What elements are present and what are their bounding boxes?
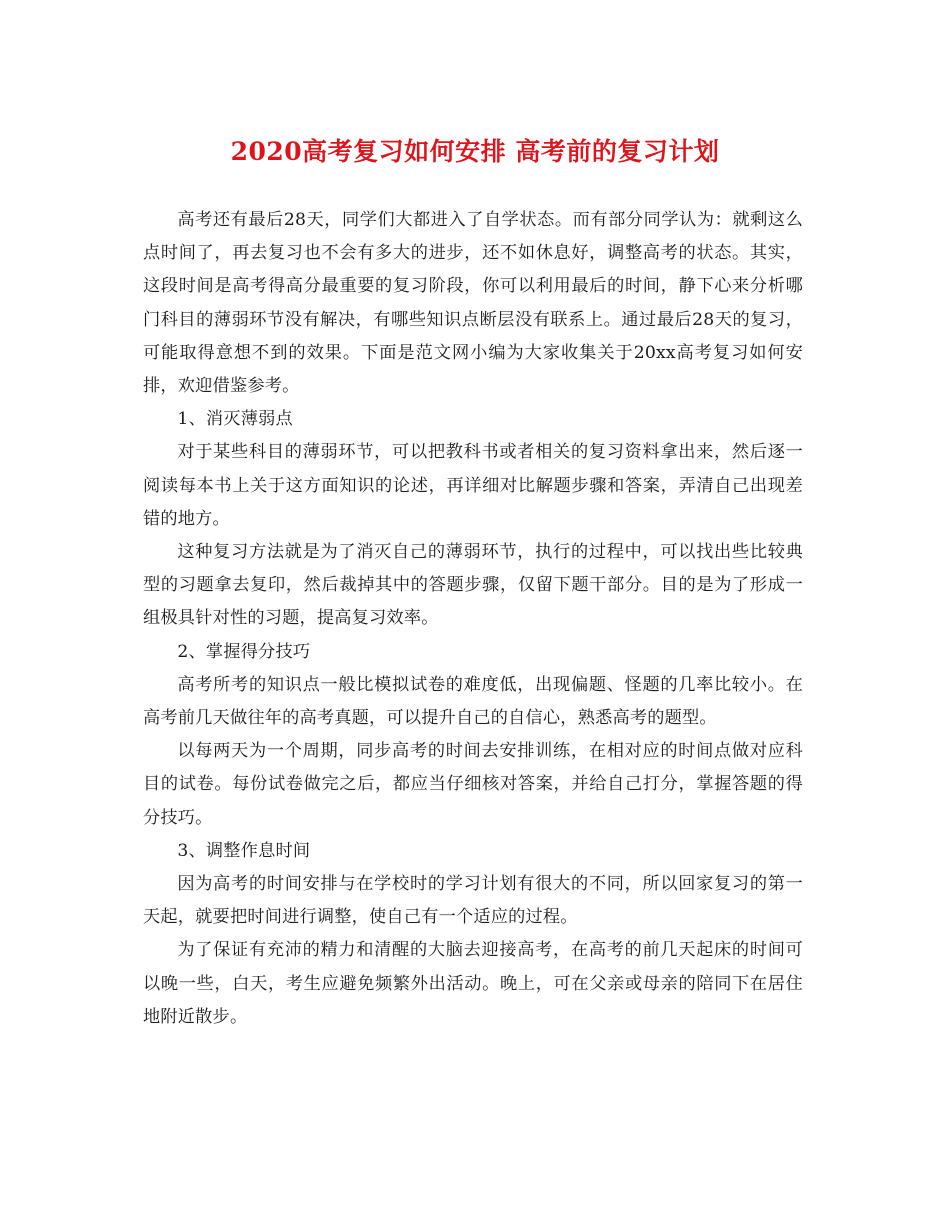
body-paragraph: 高考所考的知识点一般比模拟试卷的难度低，出现偏题、怪题的几率比较小。在高考前几天做往年的高考真题，可以提升自己的自信心，熟悉高考的题型。 [143, 674, 803, 729]
body-paragraph: 这种复习方法就是为了消灭自己的薄弱环节，执行的过程中，可以找出些比较典型的习题拿去复印，然后裁掉其中的答题步骤，仅留下题干部分。目的是为了形成一组极具针对性的习题，提高复习效率。 [143, 542, 803, 629]
body-paragraph: 为了保证有充沛的精力和清醒的大脑去迎接高考，在高考的前几天起床的时间可以晚一些，白天，考生应避免频繁外出活动。晚上，可在父亲或母亲的陪同下在居住地附近散步。 [143, 940, 803, 1027]
body-paragraph: 因为高考的时间安排与在学校时的学习计划有很大的不同，所以回家复习的第一天起，就要把时间进行调整，使自己有一个适应的过程。 [143, 874, 803, 928]
section-heading-2: 2、掌握得分技巧 [177, 641, 311, 662]
body-paragraph: 对于某些科目的薄弱环节，可以把教科书或者相关的复习资料拿出来，然后逐一阅读每本书上关于这方面知识的论述，再详细对比解题步骤和答案，弄清自己出现差错的地方。 [143, 442, 803, 529]
section-heading-3: 3、调整作息时间 [177, 840, 311, 861]
intro-paragraph: 高考还有最后28天，同学们大都进入了自学状态。而有部分同学认为：就剩这么点时间了，再去复习也不会有多大的进步，还不如休息好，调整高考的状态。其实，这段时间是高考得高分最重要的复习阶段，你可以利用最后的时间，静下心来分析哪门科目的薄弱环节没有解决，有哪些知识点断层没有联系上。通过最后28天的复习，可能取得意想不到的效果。下面是范文网小编为大家收集关于20xx高考复习如何安排，欢迎借鉴参考。 [143, 210, 803, 397]
document-body [143, 204, 803, 1034]
document-title: 2020高考复习如何安排 高考前的复习计划 [230, 137, 720, 166]
body-paragraph: 以每两天为一个周期，同步高考的时间去安排训练，在相对应的时间点做对应科目的试卷。每份试卷做完之后，都应当仔细核对答案，并给自己打分，掌握答题的得分技巧。 [143, 741, 803, 828]
section-heading-1: 1、消灭薄弱点 [177, 409, 293, 430]
